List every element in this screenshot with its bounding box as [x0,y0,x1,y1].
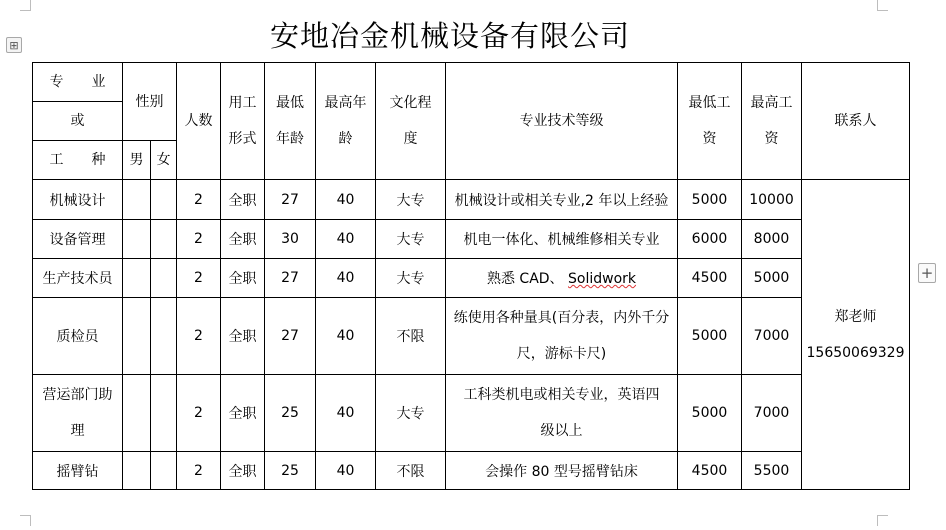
header-contact: 联系人 [802,63,910,180]
header-female: 女 [151,141,177,180]
header-min-age: 最低 年龄 [265,63,316,180]
cell-max-salary: 5500 [742,452,802,490]
cell-skill: 工科类机电或相关专业，英语四级以上 [446,375,678,452]
table-row [33,375,910,452]
header-education: 文化程 度 [376,63,446,180]
add-row-plus-icon[interactable]: + [918,263,936,283]
cell-min-salary: 5000 [678,298,742,375]
cell-education: 不限 [376,452,446,490]
cell-max-salary: 7000 [742,298,802,375]
cell-male [123,298,151,375]
header-major-or: 或 [33,102,123,141]
header-count: 人数 [177,63,221,180]
cell-male [123,220,151,259]
cell-job: 生产技术员 [33,259,123,298]
header-gender: 性别 [123,63,177,141]
cell-min-age: 27 [265,259,316,298]
cell-min-age: 30 [265,220,316,259]
cell-education: 大专 [376,375,446,452]
cell-max-salary: 10000 [742,180,802,220]
cell-education: 大专 [376,259,446,298]
cell-count: 2 [177,259,221,298]
cell-count: 2 [177,452,221,490]
cell-job: 质检员 [33,298,123,375]
cell-education: 不限 [376,298,446,375]
cell-male [123,452,151,490]
table-row [33,220,910,259]
document-title: 安地冶金机械设备有限公司 [269,19,630,53]
cell-male [123,375,151,452]
cell-education: 大专 [376,180,446,220]
cell-type: 全职 [221,452,265,490]
contact-phone: 15650069329 [806,344,905,361]
table-row [33,452,910,490]
cell-min-age: 25 [265,375,316,452]
table-move-handle-icon[interactable]: ⊞ [6,37,22,53]
cell-contact [802,180,910,490]
cell-male [123,259,151,298]
cell-job: 摇臂钻 [33,452,123,490]
cell-max-salary: 5000 [742,259,802,298]
header-major: 专 业 [33,63,123,102]
cell-male [123,180,151,220]
page-corner-mark [877,515,888,526]
cell-min-salary: 6000 [678,220,742,259]
cell-job: 机械设计 [33,180,123,220]
cell-skill: 练使用各种量具(百分表，内外千分尺，游标卡尺) [446,298,678,375]
cell-education: 大专 [376,220,446,259]
cell-type: 全职 [221,298,265,375]
cell-min-age: 27 [265,180,316,220]
cell-female [151,452,177,490]
cell-min-salary: 4500 [678,452,742,490]
cell-max-age: 40 [316,452,376,490]
header-male: 男 [123,141,151,180]
spellcheck-word: Solidwork [568,271,637,287]
cell-count: 2 [177,298,221,375]
cell-skill: 熟悉 CAD、 Solidwork [446,259,678,298]
header-employment-type: 用工 形式 [221,63,265,180]
table-row [33,298,910,375]
cell-max-salary: 8000 [742,220,802,259]
cell-female [151,220,177,259]
cell-skill: 会操作 80 型号摇臂钻床 [446,452,678,490]
cell-count: 2 [177,180,221,220]
cell-count: 2 [177,375,221,452]
cell-job: 设备管理 [33,220,123,259]
header-skill-level: 专业技术等级 [446,63,678,180]
cell-type: 全职 [221,220,265,259]
cell-female [151,180,177,220]
page-corner-mark [877,0,888,11]
cell-job: 营运部门助理 [33,375,123,452]
cell-skill: 机械设计或相关专业,2 年以上经验 [446,180,678,220]
cell-max-age: 40 [316,180,376,220]
page-corner-mark [20,0,31,11]
cell-type: 全职 [221,180,265,220]
cell-skill: 机电一体化、机械维修相关专业 [446,220,678,259]
cell-max-age: 40 [316,298,376,375]
cell-min-salary: 5000 [678,180,742,220]
header-min-salary: 最低工 资 [678,63,742,180]
cell-min-age: 25 [265,452,316,490]
header-max-salary: 最高工 资 [742,63,802,180]
cell-min-salary: 5000 [678,375,742,452]
cell-max-age: 40 [316,259,376,298]
recruitment-table [32,62,910,490]
cell-count: 2 [177,220,221,259]
cell-female [151,298,177,375]
table-row [33,180,910,220]
cell-min-salary: 4500 [678,259,742,298]
cell-max-age: 40 [316,220,376,259]
page-corner-mark [20,515,31,526]
cell-max-salary: 7000 [742,375,802,452]
cell-female [151,259,177,298]
header-max-age: 最高年 龄 [316,63,376,180]
cell-female [151,375,177,452]
cell-min-age: 27 [265,298,316,375]
contact-name: 郑老师 [834,308,877,325]
cell-type: 全职 [221,375,265,452]
table-row [33,259,910,298]
cell-max-age: 40 [316,375,376,452]
header-job-type: 工 种 [33,141,123,180]
cell-type: 全职 [221,259,265,298]
